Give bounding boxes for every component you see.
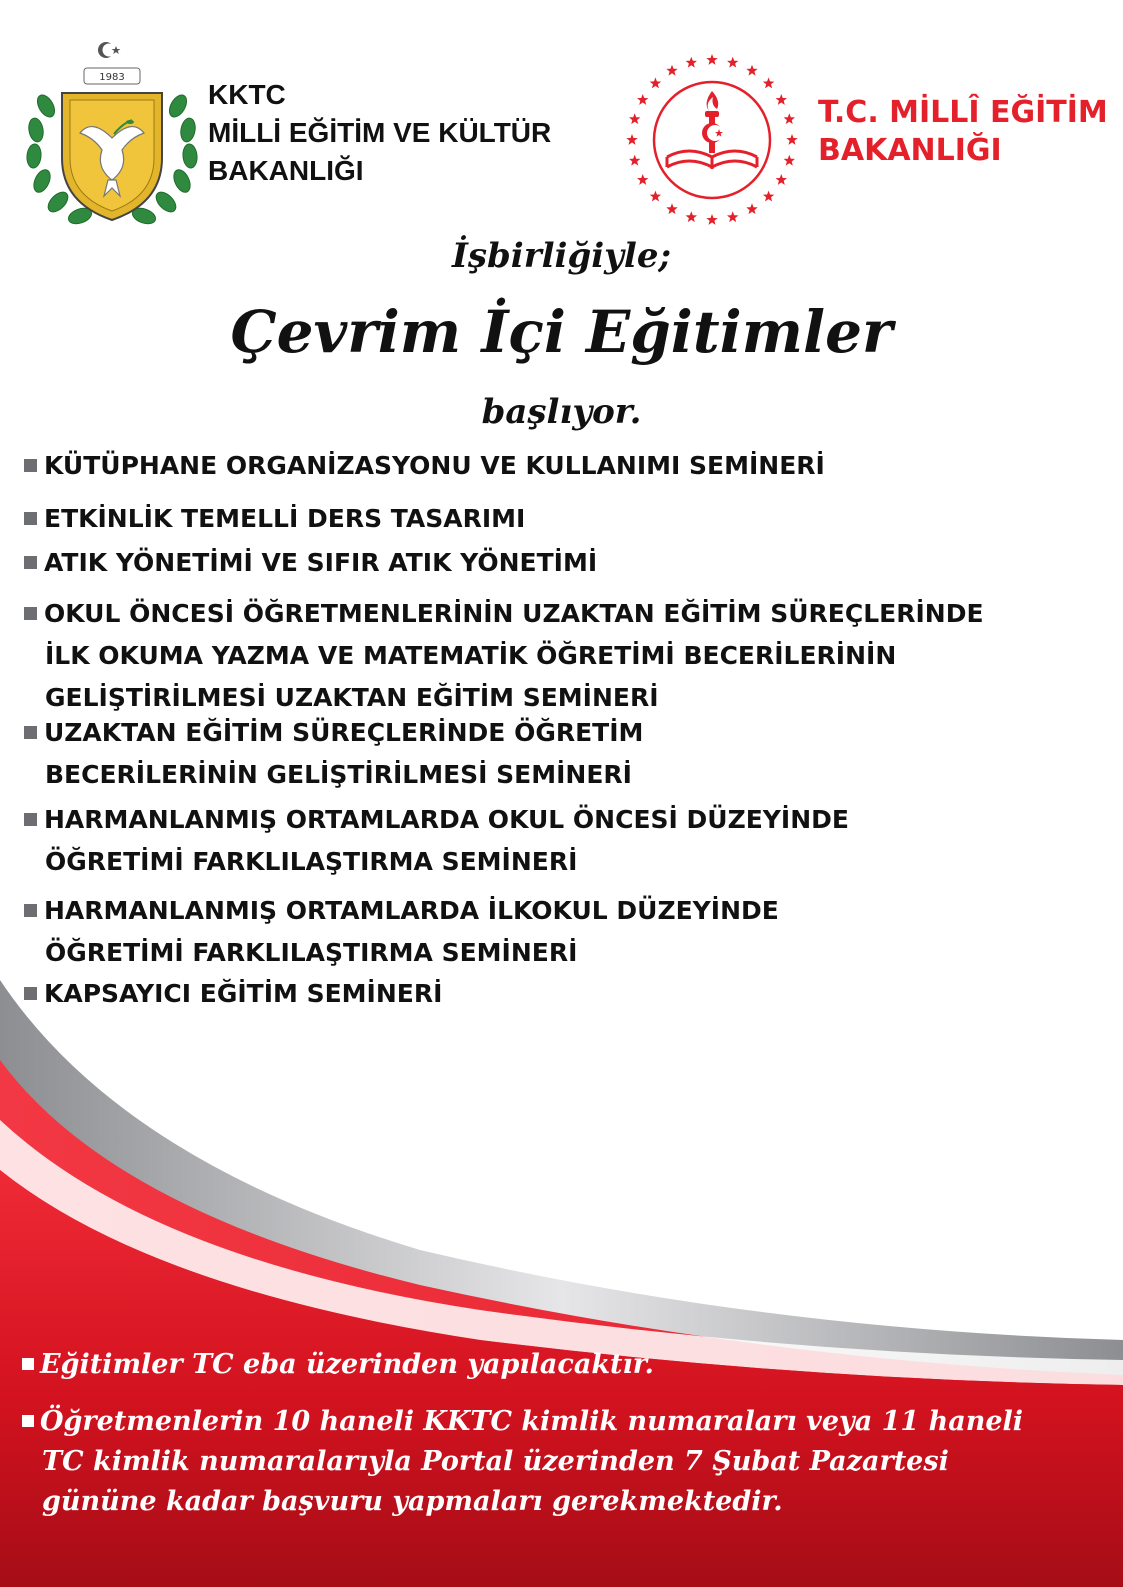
star-icon (706, 54, 717, 65)
star-icon (637, 174, 648, 185)
star-icon (706, 214, 717, 225)
emblem-year: 1983 (99, 72, 125, 83)
seminar-line: KÜTÜPHANE ORGANİZASYONU VE KULLANIMI SEMİNERİ (44, 451, 825, 480)
kktc-name-line3: BAKANLIĞI (208, 155, 364, 186)
meb-name-line2: BAKANLIĞI (818, 133, 1002, 168)
star-icon (727, 211, 738, 222)
seminar-line: OKUL ÖNCESİ ÖĞRETMENLERİNİN UZAKTAN EĞİTİM SÜREÇLERİNDE (44, 599, 984, 628)
meb-emblem-icon (617, 45, 807, 235)
seminar-line: UZAKTAN EĞİTİM SÜREÇLERİNDE ÖĞRETİM (44, 718, 644, 747)
headline-intro: İşbirliğiyle; (451, 236, 672, 276)
star-icon (784, 155, 795, 166)
seminar-line: İLK OKUMA YAZMA VE MATEMATİK ÖĞRETİMİ BECERİLERİNİN (45, 641, 897, 670)
seminar-line: ÖĞRETİMİ FARKLILAŞTIRMA SEMİNERİ (45, 847, 578, 876)
star-icon (786, 134, 797, 145)
star-icon (776, 94, 787, 105)
note-item-2 (22, 1402, 1023, 1522)
meb-name-line1: T.C. MİLLÎ EĞİTİM (818, 95, 1108, 130)
seminar-line: GELİŞTİRİLMESİ UZAKTAN EĞİTİM SEMİNERİ (45, 683, 659, 712)
note-line: TC kimlik numaralarıyla Portal üzerinden 7 Şubat Pazartesi (42, 1446, 949, 1477)
star-icon (746, 203, 757, 214)
kktc-name-line1: KKTC (208, 79, 286, 110)
note-line: Öğretmenlerin 10 haneli KKTC kimlik numaraları veya 11 haneli (40, 1406, 1024, 1437)
book-icon (667, 151, 757, 169)
square-bullet-icon (24, 813, 37, 826)
star-icon (629, 155, 640, 166)
seminar-line: ÖĞRETİMİ FARKLILAŞTIRMA SEMİNERİ (45, 938, 578, 967)
seminar-line: HARMANLANMIŞ ORTAMLARDA İLKOKUL DÜZEYİNDE (44, 896, 779, 925)
torch-icon (705, 91, 719, 153)
star-icon (727, 57, 738, 68)
seminar-line: ATIK YÖNETİMİ VE SIFIR ATIK YÖNETİMİ (44, 548, 598, 577)
star-icon (746, 65, 757, 76)
seminar-item-5 (24, 712, 643, 796)
seminar-line: ETKİNLİK TEMELLİ DERS TASARIMI (44, 504, 526, 533)
seminar-line: HARMANLANMIŞ ORTAMLARDA OKUL ÖNCESİ DÜZEYİNDE (44, 805, 849, 834)
seminar-item-3 (24, 542, 597, 584)
meb-ministry-name (818, 94, 1108, 170)
seminar-line: BECERİLERİNİN GELİŞTİRİLMESİ SEMİNERİ (45, 760, 632, 789)
crescent-star-icon (98, 42, 120, 58)
star-icon (784, 113, 795, 124)
note-line: Eğitimler TC eba üzerinden yapılacaktır. (40, 1349, 654, 1380)
star-icon (650, 77, 661, 88)
note-line: gününe kadar başvuru yapmaları gerekmektedir. (42, 1486, 783, 1517)
kktc-ministry-name (208, 76, 551, 190)
kktc-name-line2: MİLLİ EĞİTİM VE KÜLTÜR (208, 117, 552, 148)
star-icon (686, 57, 697, 68)
square-bullet-icon (22, 1358, 34, 1370)
kktc-emblem-icon (22, 38, 202, 233)
square-bullet-icon (24, 726, 37, 739)
square-bullet-icon (24, 459, 37, 472)
star-icon (629, 113, 640, 124)
square-bullet-icon (22, 1415, 34, 1427)
square-bullet-icon (24, 607, 37, 620)
seminar-item-4 (24, 593, 984, 719)
seminar-item-6 (24, 799, 849, 883)
square-bullet-icon (24, 556, 37, 569)
star-icon (763, 77, 774, 88)
star-icon (776, 174, 787, 185)
seminar-item-2 (24, 498, 525, 540)
headline-outro: başlıyor. (481, 392, 642, 432)
star-icon (686, 211, 697, 222)
star-icon (666, 65, 677, 76)
star-icon (626, 134, 637, 145)
note-item-1 (22, 1345, 654, 1385)
square-bullet-icon (24, 904, 37, 917)
headline-title: Çevrim İçi Eğitimler (230, 298, 893, 366)
seminar-line: KAPSAYICI EĞİTİM SEMİNERİ (44, 979, 443, 1008)
square-bullet-icon (24, 512, 37, 525)
star-icon (637, 94, 648, 105)
star-icon (650, 191, 661, 202)
star-icon (666, 203, 677, 214)
seminar-item-1 (24, 445, 825, 487)
star-icon (763, 191, 774, 202)
